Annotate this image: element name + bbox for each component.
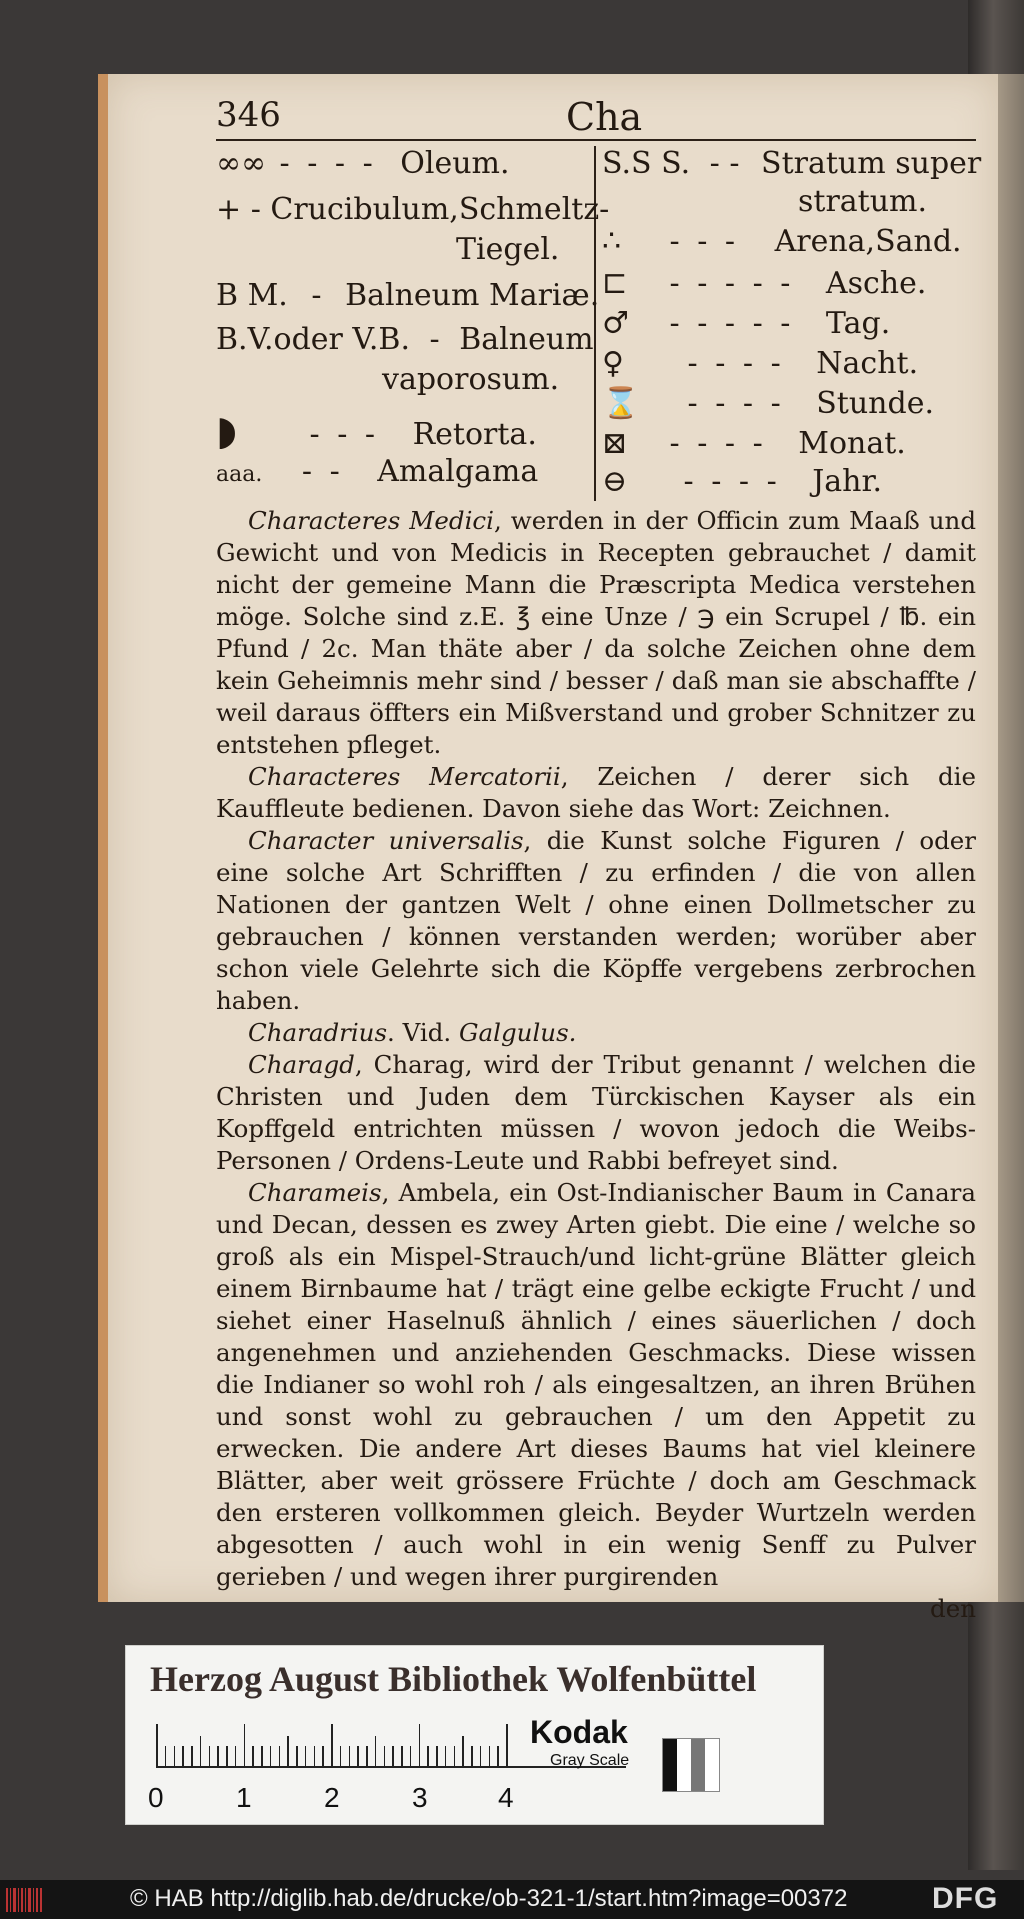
ash-symbol-icon: ⊏ — [602, 266, 628, 301]
ruler-tick — [436, 1746, 438, 1766]
ruler-tick — [471, 1746, 473, 1766]
ruler-tick — [366, 1746, 368, 1766]
symbol-label: Balneum — [459, 322, 594, 357]
ruler-tick — [445, 1746, 447, 1766]
barcode-icon — [6, 1888, 44, 1912]
symbol-label: Tiegel. — [456, 232, 560, 267]
entry-charameis — [216, 1177, 976, 1593]
month-box-icon: ⊠ — [602, 426, 628, 461]
symbol-label: Balneum Mariæ. — [345, 278, 600, 313]
entry-text: , die Kunst solche Figuren / oder eine solche Art Schrifften / zu erfinden / die von allen Nationen der gantzen Welt / ohne einen Dollmetscher zu gebrauchen / können verstanden werden; worüber aber schon viele Gelehrte sich die Köpffe vergebens zerbrochen haben. — [216, 826, 976, 1015]
ruler-tick — [156, 1724, 158, 1766]
gray-swatch-mid — [691, 1739, 705, 1791]
symbol-row: S.S S. - - Stratum super — [602, 146, 982, 181]
symbol-row-continuation — [798, 184, 927, 219]
ruler-tick — [182, 1746, 184, 1766]
entry-term: Character universalis — [248, 826, 524, 855]
kodak-logo: Kodak — [530, 1714, 628, 1750]
gray-scale-patch — [662, 1738, 720, 1792]
night-symbol-icon: ♀ — [602, 346, 624, 381]
ruler-tick — [480, 1746, 482, 1766]
ruler-tick — [279, 1746, 281, 1766]
year-symbol-icon: ⊖ — [602, 464, 628, 499]
entry-term: Charagd — [248, 1050, 355, 1079]
footer-bar — [0, 1880, 1024, 1919]
entry-term: Charadrius — [248, 1018, 388, 1047]
ruler-tick — [497, 1746, 499, 1766]
symbol-label: Asche. — [825, 266, 927, 301]
symbol-label: Amalgama — [377, 454, 539, 489]
ruler-tick — [200, 1736, 202, 1766]
entry-charagd — [216, 1049, 976, 1177]
symbol-row: ♂ - - - - - Tag. — [602, 306, 891, 341]
ruler-tick — [506, 1724, 508, 1766]
symbol-label: Stunde. — [816, 386, 934, 421]
retort-icon: ◗ — [216, 408, 238, 454]
copyright-link[interactable]: © HAB http://diglib.hab.de/drucke/ob-321-1/start.htm?image=00372 — [130, 1885, 848, 1912]
ruler-label: 2 — [324, 1782, 340, 1813]
gray-swatch-white — [705, 1739, 719, 1791]
hour-glass-icon: ⌛ — [602, 386, 640, 421]
ruler-label: 1 — [236, 1782, 252, 1813]
symbol-row-continuation — [456, 232, 559, 267]
gray-swatch-white — [677, 1739, 691, 1791]
symbol-label: Retorta. — [412, 417, 537, 452]
entry-text: , Ambela, ein Ost-Indianischer Baum in Canara und Decan, dessen es zwey Arten giebt. Die eine / welche so groß als ein Mispel-Strauch/und licht-grüne Blätter gleich einem Birnbaume hat / trägt eine gelbe eckigte Frucht / und siehet einer Haselnuß ähnlich / eines säuerlichen / doch angenehmen und anziehenden Geschmacks. Diese wissen die Indianer so wohl roh / als eingesaltzen, an ihren Brühen und sonst wohl zu gebrauchen / um den Appetit zu erwecken. Die andere Art dieses Baums hat viel kleinere Blätter, aber weit grössere Früchte / doch am Geschmack den ersteren vollkommen gleich. Beyder Wurtzeln werden abgesotten / auch wohl in ein wenig Senff zu Pulver gerieben / und wegen ihrer purgirenden — [216, 1178, 976, 1591]
ruler-label: 3 — [412, 1782, 428, 1813]
gray-swatch-black — [663, 1739, 677, 1791]
symbol-label: Monat. — [798, 426, 906, 461]
ruler-tick — [331, 1724, 333, 1766]
running-head — [216, 95, 976, 141]
ruler-label: 4 — [498, 1782, 514, 1813]
entry-characteres-mercatorii — [216, 761, 976, 825]
ruler-tick — [209, 1746, 211, 1766]
ruler-tick — [165, 1746, 167, 1766]
ruler-tick — [384, 1746, 386, 1766]
ruler-tick — [349, 1746, 351, 1766]
entry-text: , werden in der Officin zum Maaß und Gewicht und von Medicis in Recepten gebrauchet / damit nicht der gemeine Mann die Præscripta Medica verstehen möge. Solche sind z.E. ℥ eine Unze / ℈ ein Scrupel / ℔. ein Pfund / 2c. Man thäte aber / da solche Zeichen ohne dem kein Geheimnis mehr sind / besser / daß man sie abschaffte / weil daraus öffters ein Mißverstand und grober Schnitzer zu entstehen pfleget. — [216, 506, 976, 759]
symbol-label: Jahr. — [812, 464, 883, 499]
ruler-tick — [419, 1724, 421, 1766]
symbol-label: Crucibulum,Schmeltz- — [270, 192, 610, 227]
entry-term: Characteres Medici — [248, 506, 494, 535]
symbol-row: + - Crucibulum,Schmeltz- — [216, 192, 610, 227]
ruler-tick — [287, 1736, 289, 1766]
crucible-cross-icon: + — [216, 192, 242, 227]
ruler-tick — [375, 1736, 377, 1766]
entry-charadrius — [216, 1017, 976, 1049]
symbol-label: stratum. — [798, 184, 928, 219]
symbol-table — [216, 146, 982, 501]
symbol-row: ∴ - - - Arena,Sand. — [602, 224, 962, 259]
symbol-row: ◗ - - - Retorta. — [216, 408, 537, 454]
symbol-row-continuation — [382, 362, 559, 397]
symbol-row: aaa. - - Amalgama — [216, 454, 539, 489]
symbol-label: Oleum. — [400, 146, 510, 181]
symbol-row: ⊏ - - - - - Asche. — [602, 266, 927, 301]
ruler-tick — [296, 1746, 298, 1766]
sand-dots-icon: ∴ — [602, 224, 622, 259]
entry-term: Charameis — [248, 1178, 382, 1207]
ruler-tick — [252, 1746, 254, 1766]
running-head-word: Cha — [566, 95, 643, 139]
ruler-tick — [261, 1746, 263, 1766]
gray-scale-label: Gray Scale — [550, 1752, 630, 1769]
symbol-row: ⊠ - - - - Monat. — [602, 426, 906, 461]
entry-characteres-medici — [216, 505, 976, 761]
ruler-tick — [340, 1746, 342, 1766]
symbol-row: ♀ - - - - Nacht. — [602, 346, 919, 381]
entry-character-universalis — [216, 825, 976, 1017]
ruler-tick — [454, 1746, 456, 1766]
ruler-tick — [314, 1746, 316, 1766]
dfg-logo: DFG — [932, 1882, 999, 1915]
symbol-label: Tag. — [825, 306, 891, 341]
symbol-row: ∞∞ - - - - Oleum. — [216, 146, 510, 181]
symbol-row: ⌛ - - - - Stunde. — [602, 386, 934, 421]
ruler-tick — [191, 1746, 193, 1766]
ruler-tick — [427, 1746, 429, 1766]
symbol-label: vaporosum. — [382, 362, 560, 397]
entry-term: Characteres Mercatorii — [248, 762, 561, 791]
catchword: den — [930, 1594, 976, 1623]
ruler-tick — [462, 1736, 464, 1766]
ruler-tick — [305, 1746, 307, 1766]
symbol-row: B.V.oder V.B. - Balneum — [216, 322, 594, 357]
ruler-tick — [244, 1724, 246, 1766]
ruler-tick — [489, 1746, 491, 1766]
ruler-tick — [226, 1746, 228, 1766]
symbol-row: B M. - Balneum Mariæ. — [216, 278, 600, 313]
ruler-tick — [357, 1746, 359, 1766]
day-symbol-icon: ♂ — [602, 306, 629, 341]
symbol-label: Stratum super — [761, 146, 982, 181]
page-body-text — [216, 505, 976, 1625]
ruler-tick — [174, 1746, 176, 1766]
color-reference-card — [125, 1645, 824, 1825]
symbol-row: ⊖ - - - - Jahr. — [602, 464, 883, 499]
oleum-symbol-icon: ∞∞ — [216, 146, 266, 181]
entry-text: , Charag, wird der Tribut genannt / welchen die Christen und Juden dem Türckischen Kayser als ein Kopffgeld entrichten müssen / wovon jedoch die Weibs-Personen / Ordens-Leute und Rabbi befreyet sind. — [216, 1050, 976, 1175]
ruler-tick — [410, 1746, 412, 1766]
symbol-label: Nacht. — [816, 346, 919, 381]
entry-text: . Vid. — [387, 1018, 459, 1047]
page-number: 346 — [216, 95, 281, 135]
ruler-tick — [270, 1746, 272, 1766]
ruler-tick — [392, 1746, 394, 1766]
ruler-tick — [322, 1746, 324, 1766]
ruler-label: 0 — [148, 1782, 164, 1813]
ruler-tick — [217, 1746, 219, 1766]
ruler-tick — [401, 1746, 403, 1766]
cross-reference: Galgulus. — [458, 1018, 577, 1047]
entry-text: , Zeichen / derer sich die Kauffleute bedienen. Davon siehe das Wort: Zeichnen. — [216, 762, 976, 823]
ruler-tick — [235, 1746, 237, 1766]
symbol-label: Arena,Sand. — [774, 224, 962, 259]
library-title: Herzog August Bibliothek Wolfenbüttel — [150, 1659, 757, 1699]
